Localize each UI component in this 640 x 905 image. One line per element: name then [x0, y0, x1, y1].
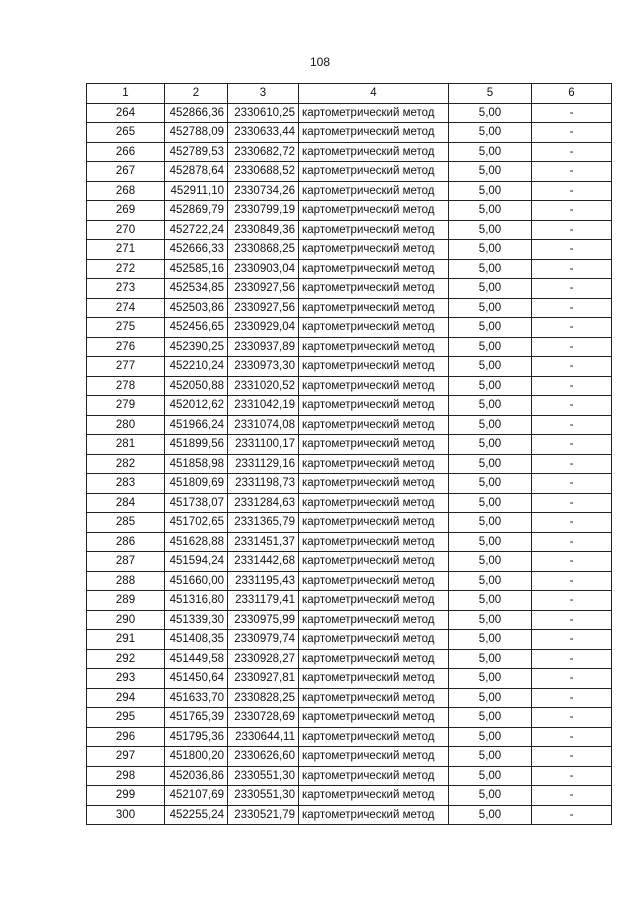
note-cell: - — [532, 454, 612, 474]
method-cell: картометрический метод — [299, 630, 449, 650]
note-cell: - — [532, 649, 612, 669]
y-coordinate-cell: 2330610,25 — [228, 103, 299, 123]
y-coordinate-cell: 2331179,41 — [228, 591, 299, 611]
note-cell: - — [532, 162, 612, 182]
note-cell: - — [532, 298, 612, 318]
table-row — [87, 727, 612, 747]
accuracy-cell: 5,00 — [449, 357, 532, 377]
accuracy-cell: 5,00 — [449, 786, 532, 806]
x-coordinate-cell: 452666,33 — [165, 240, 228, 260]
table-row — [87, 669, 612, 689]
y-coordinate-cell: 2331198,73 — [228, 474, 299, 494]
point-number-cell: 265 — [87, 123, 165, 143]
y-coordinate-cell: 2330688,52 — [228, 162, 299, 182]
note-cell: - — [532, 493, 612, 513]
method-cell: картометрический метод — [299, 669, 449, 689]
table-row — [87, 298, 612, 318]
method-cell: картометрический метод — [299, 493, 449, 513]
method-cell: картометрический метод — [299, 415, 449, 435]
point-number-cell: 267 — [87, 162, 165, 182]
accuracy-cell: 5,00 — [449, 220, 532, 240]
x-coordinate-cell: 452869,79 — [165, 201, 228, 221]
note-cell: - — [532, 630, 612, 650]
table-row — [87, 318, 612, 338]
accuracy-cell: 5,00 — [449, 805, 532, 825]
note-cell: - — [532, 786, 612, 806]
x-coordinate-cell: 452050,88 — [165, 376, 228, 396]
table-body — [87, 103, 612, 825]
accuracy-cell: 5,00 — [449, 337, 532, 357]
method-cell: картометрический метод — [299, 396, 449, 416]
note-cell: - — [532, 201, 612, 221]
x-coordinate-cell: 451702,65 — [165, 513, 228, 533]
y-coordinate-cell: 2330849,36 — [228, 220, 299, 240]
x-coordinate-cell: 451858,98 — [165, 454, 228, 474]
y-coordinate-cell: 2331100,17 — [228, 435, 299, 455]
y-coordinate-cell: 2331442,68 — [228, 552, 299, 572]
note-cell: - — [532, 181, 612, 201]
x-coordinate-cell: 452788,09 — [165, 123, 228, 143]
table-header-row — [87, 84, 612, 104]
x-coordinate-cell: 452722,24 — [165, 220, 228, 240]
note-cell: - — [532, 435, 612, 455]
table-row — [87, 747, 612, 767]
point-number-cell: 299 — [87, 786, 165, 806]
point-number-cell: 273 — [87, 279, 165, 299]
note-cell: - — [532, 805, 612, 825]
point-number-cell: 278 — [87, 376, 165, 396]
accuracy-cell: 5,00 — [449, 571, 532, 591]
table-row — [87, 435, 612, 455]
point-number-cell: 281 — [87, 435, 165, 455]
table-row — [87, 240, 612, 260]
table-row — [87, 220, 612, 240]
x-coordinate-cell: 452878,64 — [165, 162, 228, 182]
y-coordinate-cell: 2331020,52 — [228, 376, 299, 396]
table-row — [87, 376, 612, 396]
x-coordinate-cell: 452036,86 — [165, 766, 228, 786]
method-cell: картометрический метод — [299, 708, 449, 728]
method-cell: картометрический метод — [299, 298, 449, 318]
y-coordinate-cell: 2330868,25 — [228, 240, 299, 260]
x-coordinate-cell: 451738,07 — [165, 493, 228, 513]
y-coordinate-cell: 2330903,04 — [228, 259, 299, 279]
header-cell: 4 — [299, 84, 449, 104]
y-coordinate-cell: 2330979,74 — [228, 630, 299, 650]
y-coordinate-cell: 2331365,79 — [228, 513, 299, 533]
accuracy-cell: 5,00 — [449, 454, 532, 474]
accuracy-cell: 5,00 — [449, 474, 532, 494]
point-number-cell: 268 — [87, 181, 165, 201]
note-cell: - — [532, 591, 612, 611]
x-coordinate-cell: 451660,00 — [165, 571, 228, 591]
table-row — [87, 454, 612, 474]
table-row — [87, 571, 612, 591]
accuracy-cell: 5,00 — [449, 532, 532, 552]
note-cell: - — [532, 220, 612, 240]
point-number-cell: 295 — [87, 708, 165, 728]
method-cell: картометрический метод — [299, 474, 449, 494]
point-number-cell: 272 — [87, 259, 165, 279]
x-coordinate-cell: 451795,36 — [165, 727, 228, 747]
accuracy-cell: 5,00 — [449, 513, 532, 533]
x-coordinate-cell: 452585,16 — [165, 259, 228, 279]
table-row — [87, 649, 612, 669]
accuracy-cell: 5,00 — [449, 727, 532, 747]
y-coordinate-cell: 2330734,26 — [228, 181, 299, 201]
y-coordinate-cell: 2330927,56 — [228, 298, 299, 318]
y-coordinate-cell: 2331451,37 — [228, 532, 299, 552]
point-number-cell: 274 — [87, 298, 165, 318]
method-cell: картометрический метод — [299, 552, 449, 572]
accuracy-cell: 5,00 — [449, 708, 532, 728]
table-row — [87, 259, 612, 279]
accuracy-cell: 5,00 — [449, 396, 532, 416]
method-cell: картометрический метод — [299, 142, 449, 162]
method-cell: картометрический метод — [299, 435, 449, 455]
header-cell: 2 — [165, 84, 228, 104]
accuracy-cell: 5,00 — [449, 552, 532, 572]
method-cell: картометрический метод — [299, 786, 449, 806]
y-coordinate-cell: 2330644,11 — [228, 727, 299, 747]
y-coordinate-cell: 2330828,25 — [228, 688, 299, 708]
point-number-cell: 269 — [87, 201, 165, 221]
point-number-cell: 287 — [87, 552, 165, 572]
note-cell: - — [532, 376, 612, 396]
x-coordinate-cell: 452534,85 — [165, 279, 228, 299]
y-coordinate-cell: 2331195,43 — [228, 571, 299, 591]
table-row — [87, 591, 612, 611]
method-cell: картометрический метод — [299, 240, 449, 260]
method-cell: картометрический метод — [299, 162, 449, 182]
note-cell: - — [532, 474, 612, 494]
table-row — [87, 474, 612, 494]
table-row — [87, 688, 612, 708]
point-number-cell: 283 — [87, 474, 165, 494]
x-coordinate-cell: 452789,53 — [165, 142, 228, 162]
method-cell: картометрический метод — [299, 591, 449, 611]
method-cell: картометрический метод — [299, 454, 449, 474]
x-coordinate-cell: 451966,24 — [165, 415, 228, 435]
x-coordinate-cell: 451408,35 — [165, 630, 228, 650]
accuracy-cell: 5,00 — [449, 669, 532, 689]
y-coordinate-cell: 2331074,08 — [228, 415, 299, 435]
point-number-cell: 298 — [87, 766, 165, 786]
point-number-cell: 289 — [87, 591, 165, 611]
table-row — [87, 279, 612, 299]
table-row — [87, 708, 612, 728]
method-cell: картометрический метод — [299, 123, 449, 143]
point-number-cell: 279 — [87, 396, 165, 416]
x-coordinate-cell: 451628,88 — [165, 532, 228, 552]
page-number: 108 — [309, 55, 331, 69]
note-cell: - — [532, 688, 612, 708]
method-cell: картометрический метод — [299, 318, 449, 338]
method-cell: картометрический метод — [299, 201, 449, 221]
point-number-cell: 282 — [87, 454, 165, 474]
point-number-cell: 277 — [87, 357, 165, 377]
x-coordinate-cell: 452390,25 — [165, 337, 228, 357]
accuracy-cell: 5,00 — [449, 103, 532, 123]
accuracy-cell: 5,00 — [449, 318, 532, 338]
y-coordinate-cell: 2331042,19 — [228, 396, 299, 416]
point-number-cell: 270 — [87, 220, 165, 240]
note-cell: - — [532, 571, 612, 591]
method-cell: картометрический метод — [299, 747, 449, 767]
point-number-cell: 294 — [87, 688, 165, 708]
note-cell: - — [532, 357, 612, 377]
y-coordinate-cell: 2331129,16 — [228, 454, 299, 474]
point-number-cell: 276 — [87, 337, 165, 357]
table-row — [87, 786, 612, 806]
table-row — [87, 766, 612, 786]
note-cell: - — [532, 259, 612, 279]
table-row — [87, 123, 612, 143]
y-coordinate-cell: 2330975,99 — [228, 610, 299, 630]
table-row — [87, 142, 612, 162]
accuracy-cell: 5,00 — [449, 591, 532, 611]
x-coordinate-cell: 452911,10 — [165, 181, 228, 201]
method-cell: картометрический метод — [299, 181, 449, 201]
accuracy-cell: 5,00 — [449, 610, 532, 630]
y-coordinate-cell: 2331284,63 — [228, 493, 299, 513]
y-coordinate-cell: 2330929,04 — [228, 318, 299, 338]
note-cell: - — [532, 708, 612, 728]
y-coordinate-cell: 2330937,89 — [228, 337, 299, 357]
note-cell: - — [532, 552, 612, 572]
note-cell: - — [532, 123, 612, 143]
note-cell: - — [532, 766, 612, 786]
x-coordinate-cell: 452255,24 — [165, 805, 228, 825]
accuracy-cell: 5,00 — [449, 181, 532, 201]
table-row — [87, 552, 612, 572]
method-cell: картометрический метод — [299, 376, 449, 396]
method-cell: картометрический метод — [299, 103, 449, 123]
note-cell: - — [532, 240, 612, 260]
accuracy-cell: 5,00 — [449, 435, 532, 455]
method-cell: картометрический метод — [299, 279, 449, 299]
accuracy-cell: 5,00 — [449, 649, 532, 669]
method-cell: картометрический метод — [299, 220, 449, 240]
note-cell: - — [532, 727, 612, 747]
point-number-cell: 300 — [87, 805, 165, 825]
accuracy-cell: 5,00 — [449, 201, 532, 221]
x-coordinate-cell: 452503,86 — [165, 298, 228, 318]
coordinates-table — [86, 83, 612, 825]
point-number-cell: 275 — [87, 318, 165, 338]
x-coordinate-cell: 451765,39 — [165, 708, 228, 728]
note-cell: - — [532, 396, 612, 416]
header-cell: 6 — [532, 84, 612, 104]
point-number-cell: 271 — [87, 240, 165, 260]
y-coordinate-cell: 2330521,79 — [228, 805, 299, 825]
table-row — [87, 532, 612, 552]
table-row — [87, 493, 612, 513]
x-coordinate-cell: 452866,36 — [165, 103, 228, 123]
y-coordinate-cell: 2330551,30 — [228, 786, 299, 806]
point-number-cell: 280 — [87, 415, 165, 435]
method-cell: картометрический метод — [299, 610, 449, 630]
method-cell: картометрический метод — [299, 513, 449, 533]
header-cell: 5 — [449, 84, 532, 104]
point-number-cell: 292 — [87, 649, 165, 669]
y-coordinate-cell: 2330682,72 — [228, 142, 299, 162]
note-cell: - — [532, 337, 612, 357]
x-coordinate-cell: 451594,24 — [165, 552, 228, 572]
point-number-cell: 285 — [87, 513, 165, 533]
table-row — [87, 513, 612, 533]
note-cell: - — [532, 610, 612, 630]
point-number-cell: 296 — [87, 727, 165, 747]
accuracy-cell: 5,00 — [449, 123, 532, 143]
y-coordinate-cell: 2330799,19 — [228, 201, 299, 221]
method-cell: картометрический метод — [299, 259, 449, 279]
point-number-cell: 288 — [87, 571, 165, 591]
accuracy-cell: 5,00 — [449, 240, 532, 260]
method-cell: картометрический метод — [299, 357, 449, 377]
note-cell: - — [532, 532, 612, 552]
accuracy-cell: 5,00 — [449, 766, 532, 786]
table-row — [87, 630, 612, 650]
accuracy-cell: 5,00 — [449, 415, 532, 435]
method-cell: картометрический метод — [299, 532, 449, 552]
note-cell: - — [532, 747, 612, 767]
table-row — [87, 103, 612, 123]
point-number-cell: 284 — [87, 493, 165, 513]
method-cell: картометрический метод — [299, 766, 449, 786]
point-number-cell: 286 — [87, 532, 165, 552]
note-cell: - — [532, 513, 612, 533]
accuracy-cell: 5,00 — [449, 298, 532, 318]
y-coordinate-cell: 2330928,27 — [228, 649, 299, 669]
point-number-cell: 266 — [87, 142, 165, 162]
table-row — [87, 357, 612, 377]
y-coordinate-cell: 2330728,69 — [228, 708, 299, 728]
accuracy-cell: 5,00 — [449, 162, 532, 182]
table-row — [87, 805, 612, 825]
x-coordinate-cell: 451809,69 — [165, 474, 228, 494]
method-cell: картометрический метод — [299, 688, 449, 708]
note-cell: - — [532, 415, 612, 435]
table-row — [87, 610, 612, 630]
x-coordinate-cell: 452456,65 — [165, 318, 228, 338]
note-cell: - — [532, 318, 612, 338]
point-number-cell: 293 — [87, 669, 165, 689]
point-number-cell: 291 — [87, 630, 165, 650]
x-coordinate-cell: 452210,24 — [165, 357, 228, 377]
y-coordinate-cell: 2330973,30 — [228, 357, 299, 377]
header-cell: 1 — [87, 84, 165, 104]
table-row — [87, 181, 612, 201]
point-number-cell: 290 — [87, 610, 165, 630]
x-coordinate-cell: 451339,30 — [165, 610, 228, 630]
method-cell: картометрический метод — [299, 649, 449, 669]
method-cell: картометрический метод — [299, 805, 449, 825]
header-cell: 3 — [228, 84, 299, 104]
accuracy-cell: 5,00 — [449, 493, 532, 513]
x-coordinate-cell: 452012,62 — [165, 396, 228, 416]
method-cell: картометрический метод — [299, 727, 449, 747]
accuracy-cell: 5,00 — [449, 142, 532, 162]
accuracy-cell: 5,00 — [449, 688, 532, 708]
table-row — [87, 337, 612, 357]
accuracy-cell: 5,00 — [449, 747, 532, 767]
accuracy-cell: 5,00 — [449, 376, 532, 396]
table-row — [87, 396, 612, 416]
x-coordinate-cell: 452107,69 — [165, 786, 228, 806]
accuracy-cell: 5,00 — [449, 259, 532, 279]
y-coordinate-cell: 2330551,30 — [228, 766, 299, 786]
y-coordinate-cell: 2330927,56 — [228, 279, 299, 299]
note-cell: - — [532, 103, 612, 123]
point-number-cell: 264 — [87, 103, 165, 123]
x-coordinate-cell: 451449,58 — [165, 649, 228, 669]
method-cell: картометрический метод — [299, 571, 449, 591]
y-coordinate-cell: 2330626,60 — [228, 747, 299, 767]
method-cell: картометрический метод — [299, 337, 449, 357]
y-coordinate-cell: 2330927,81 — [228, 669, 299, 689]
note-cell: - — [532, 669, 612, 689]
note-cell: - — [532, 279, 612, 299]
accuracy-cell: 5,00 — [449, 630, 532, 650]
x-coordinate-cell: 451899,56 — [165, 435, 228, 455]
table-row — [87, 201, 612, 221]
point-number-cell: 297 — [87, 747, 165, 767]
x-coordinate-cell: 451316,80 — [165, 591, 228, 611]
table-row — [87, 415, 612, 435]
note-cell: - — [532, 142, 612, 162]
x-coordinate-cell: 451450,64 — [165, 669, 228, 689]
x-coordinate-cell: 451633,70 — [165, 688, 228, 708]
x-coordinate-cell: 451800,20 — [165, 747, 228, 767]
accuracy-cell: 5,00 — [449, 279, 532, 299]
table-row — [87, 162, 612, 182]
y-coordinate-cell: 2330633,44 — [228, 123, 299, 143]
